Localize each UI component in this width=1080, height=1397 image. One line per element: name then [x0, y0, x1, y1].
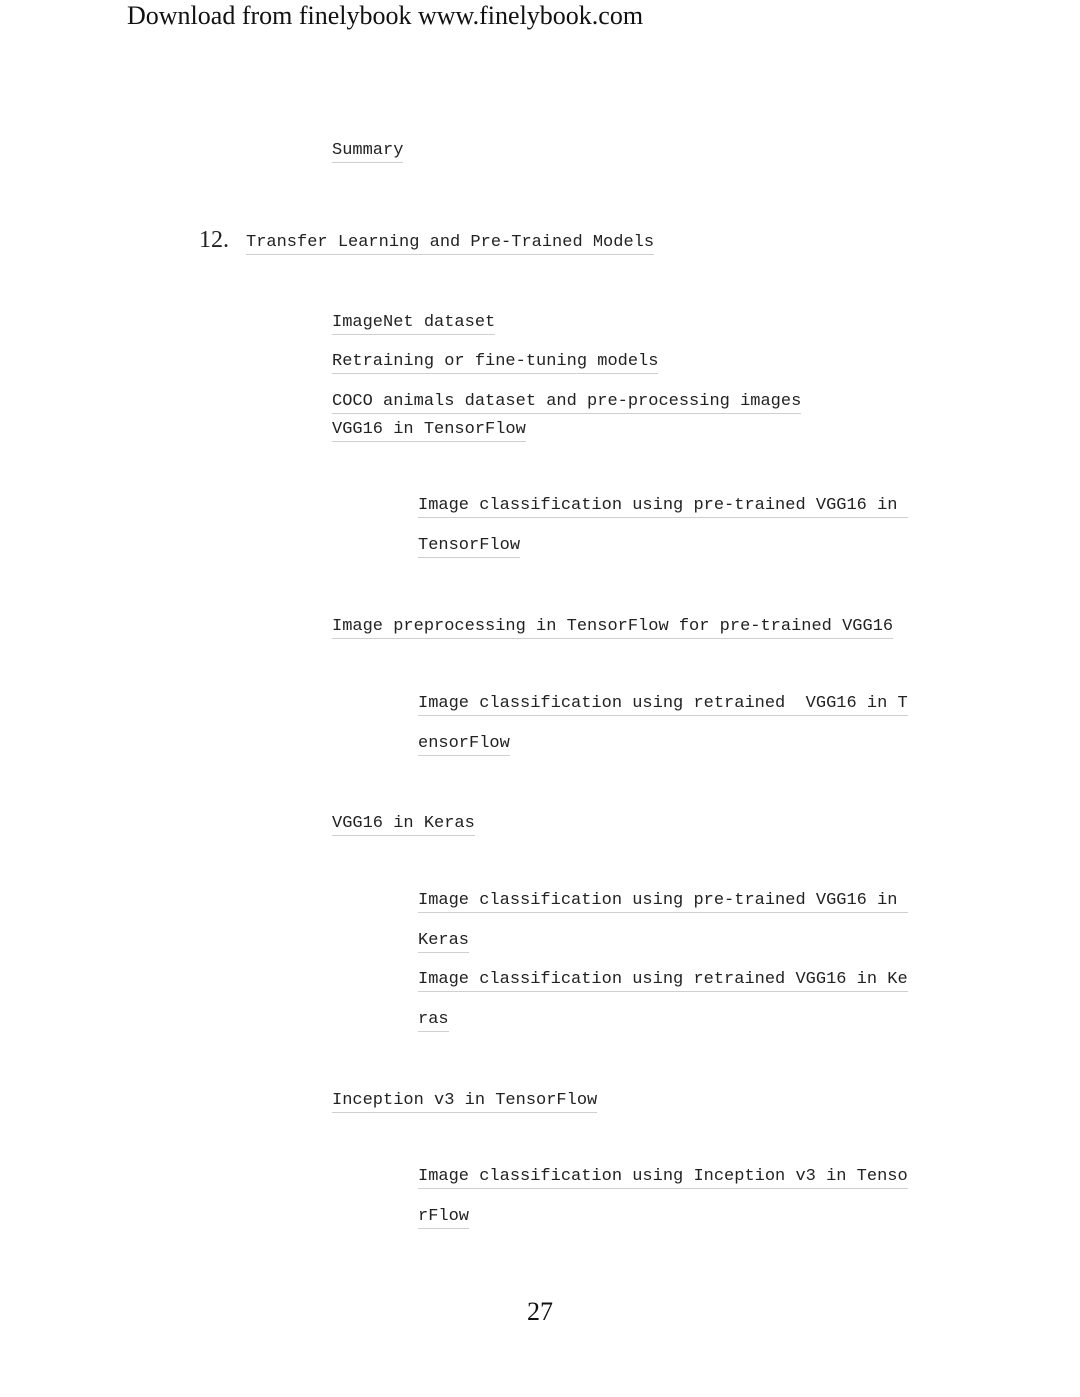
toc-entry-retraining[interactable]: Retraining or fine-tuning models	[332, 352, 658, 374]
chapter-number: 12.	[199, 227, 229, 253]
toc-entry-image-preprocessing[interactable]: Image preprocessing in TensorFlow for pre-trained VGG16	[332, 617, 893, 639]
toc-entry-vgg16-keras[interactable]: VGG16 in Keras	[332, 814, 475, 836]
toc-entry-classification-pretrained-tf-line1[interactable]: Image classification using pre-trained VGG16 in	[418, 496, 908, 518]
toc-entry-imagenet[interactable]: ImageNet dataset	[332, 313, 495, 335]
toc-entry-coco[interactable]: COCO animals dataset and pre-processing images	[332, 392, 801, 414]
toc-entry-classification-inception-line2[interactable]: rFlow	[418, 1207, 469, 1229]
toc-entry-classification-retrained-keras-line2[interactable]: ras	[418, 1010, 449, 1032]
download-header: Download from finelybook www.finelybook.com	[127, 1, 644, 30]
toc-entry-vgg16-tensorflow[interactable]: VGG16 in TensorFlow	[332, 420, 526, 442]
chapter-title-link[interactable]: Transfer Learning and Pre-Trained Models	[246, 233, 654, 255]
toc-entry-classification-retrained-tf-line1[interactable]: Image classification using retrained VGG16 in T	[418, 694, 908, 716]
toc-entry-classification-pretrained-tf-line2[interactable]: TensorFlow	[418, 536, 520, 558]
toc-entry-classification-inception-line1[interactable]: Image classification using Inception v3 in Tenso	[418, 1167, 908, 1189]
toc-entry-classification-pretrained-keras-line2[interactable]: Keras	[418, 931, 469, 953]
toc-entry-classification-pretrained-keras-line1[interactable]: Image classification using pre-trained VGG16 in	[418, 891, 908, 913]
toc-entry-summary[interactable]: Summary	[332, 141, 403, 163]
toc-entry-classification-retrained-tf-line2[interactable]: ensorFlow	[418, 734, 510, 756]
toc-entry-classification-retrained-keras-line1[interactable]: Image classification using retrained VGG16 in Ke	[418, 970, 908, 992]
page-number: 27	[527, 1297, 553, 1326]
toc-entry-inception-v3[interactable]: Inception v3 in TensorFlow	[332, 1091, 597, 1113]
